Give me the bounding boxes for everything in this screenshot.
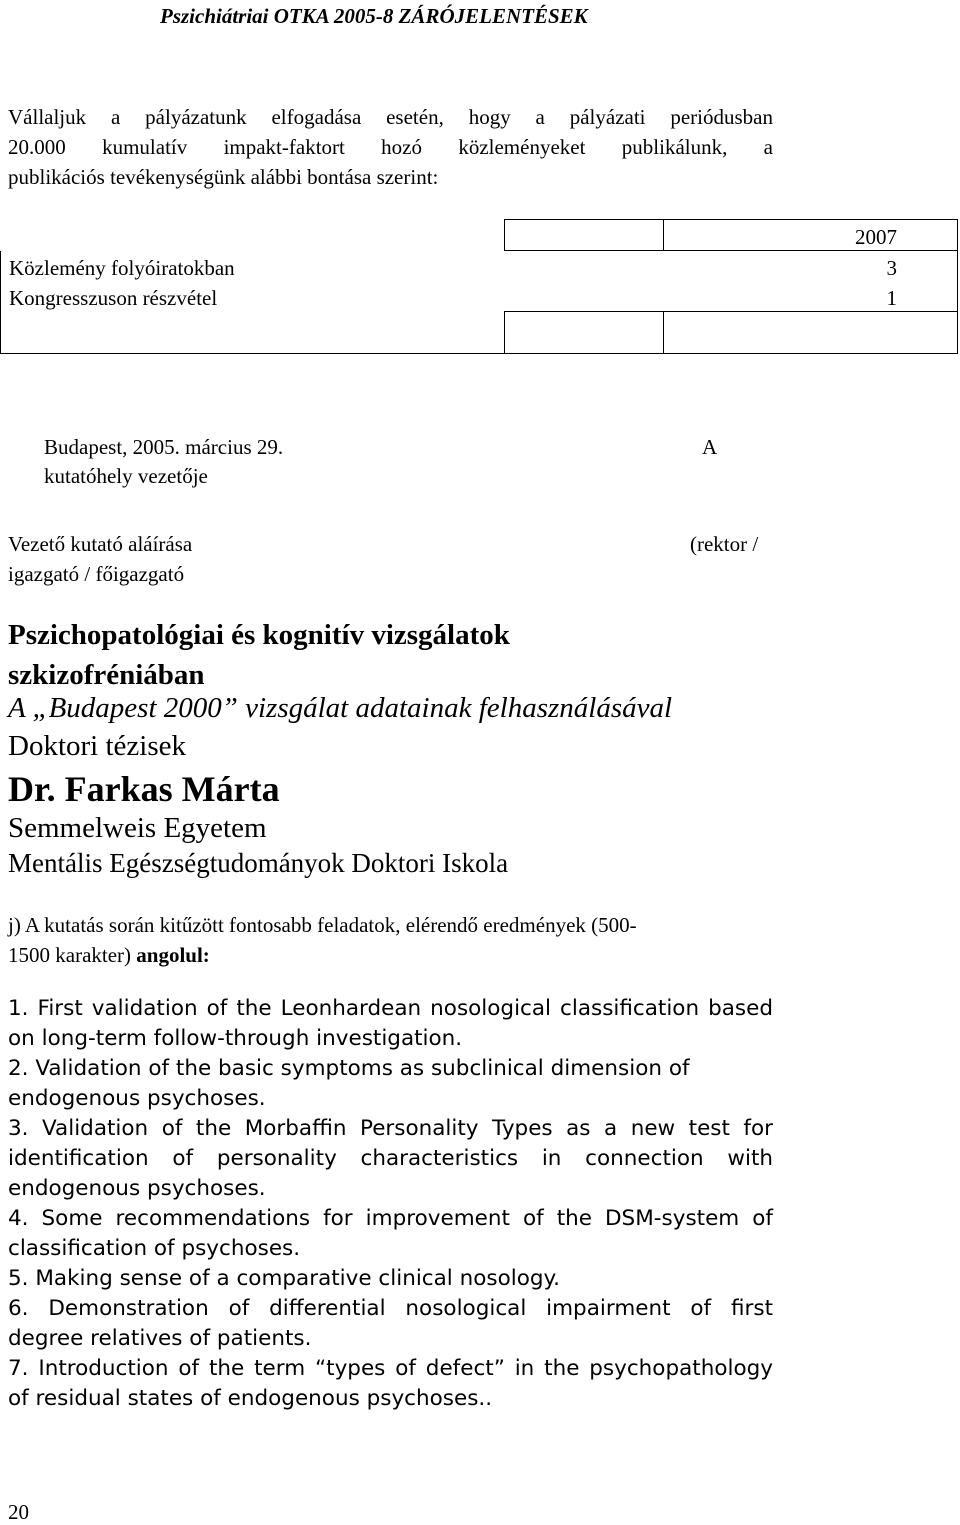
table-empty-cell — [1, 220, 505, 251]
rector-label: (rektor / — [690, 532, 759, 556]
running-header: Pszichiátriai OTKA 2005-8 ZÁRÓJELENTÉSEK — [160, 4, 588, 28]
table-row — [1, 281, 958, 312]
question-line2-bold: angolul: — [136, 943, 210, 967]
findings-line: 1. First validation of the Leonhardean nosological classification based — [8, 996, 773, 1021]
table-empty-cell — [505, 312, 664, 354]
question-line1: j) A kutatás során kitűzött fontosabb feladatok, elérendő eredmények (500- — [8, 913, 637, 937]
findings-line: on long-term follow-through investigation. — [8, 1026, 463, 1051]
institution-head-label: kutatóhely vezetője — [44, 464, 208, 488]
question-line2-text: 1500 karakter) — [8, 943, 137, 967]
section-question — [8, 910, 637, 970]
thesis-title-line1: Pszichopatológiai és kognitív vizsgálatok — [8, 619, 510, 651]
page-number: 20 — [8, 1500, 29, 1524]
intro-line: Vállaljuk a pályázatunk elfogadása esetén, hogy a pályázati periódusban — [8, 105, 773, 129]
publication-table — [0, 219, 958, 354]
findings-line: 6. Demonstration of differential nosological impairment of first — [8, 1296, 773, 1321]
findings-line: 2. Validation of the basic symptoms as subclinical dimension of — [8, 1056, 690, 1081]
doctoral-school-name: Mentális Egészségtudományok Doktori Iskola — [8, 848, 509, 878]
lead-researcher-signature-label: Vezető kutató aláírása — [8, 532, 193, 556]
findings-line: endogenous psychoses. — [8, 1176, 266, 1201]
table-row-value: 3 — [664, 251, 958, 282]
table-empty-cell — [1, 312, 505, 354]
findings-line: classification of psychoses. — [8, 1236, 301, 1261]
table-row-value: 1 — [664, 281, 958, 312]
intro-line: publikációs tevékenységünk alábbi bontása szerint: — [8, 165, 439, 189]
university-name: Semmelweis Egyetem — [8, 812, 267, 844]
findings-line: 3. Validation of the Morbaffin Personality Types as a new test for — [8, 1116, 773, 1141]
table-empty-cell — [505, 220, 664, 251]
table-empty-row — [1, 312, 958, 354]
document-type: Doktori tézisek — [8, 730, 186, 762]
thesis-title — [8, 615, 510, 695]
table-empty-cell — [664, 312, 958, 354]
table-row-label: Közlemény folyóiratokban — [1, 251, 664, 282]
signature-a-word: A — [702, 435, 718, 459]
findings-list — [8, 994, 773, 1414]
question-line2 — [8, 940, 637, 970]
findings-line: endogenous psychoses. — [8, 1086, 266, 1111]
place-date: Budapest, 2005. március 29. — [44, 435, 284, 459]
thesis-title-line2: szkizofréniában — [8, 659, 205, 691]
author-name: Dr. Farkas Márta — [8, 769, 280, 809]
intro-line: 20.000 kumulatív impakt-faktort hozó közleményeket publikálunk, a — [8, 135, 773, 159]
findings-line: 4. Some recommendations for improvement of the DSM-system of — [8, 1206, 773, 1231]
findings-line: of residual states of endogenous psychoses.. — [8, 1386, 493, 1411]
director-label: igazgató / főigazgató — [8, 562, 185, 586]
table-header-row — [1, 220, 958, 251]
table-row-label: Kongresszuson részvétel — [1, 281, 664, 312]
intro-paragraph — [8, 102, 773, 192]
findings-line: 5. Making sense of a comparative clinical nosology. — [8, 1266, 561, 1291]
findings-line: identification of personality characteristics in connection with — [8, 1146, 773, 1171]
findings-line: degree relatives of patients. — [8, 1326, 312, 1351]
findings-line: 7. Introduction of the term “types of defect” in the psychopathology — [8, 1356, 773, 1381]
table-row — [1, 251, 958, 282]
thesis-subtitle: A „Budapest 2000” vizsgálat adatainak felhasználásával — [8, 692, 673, 724]
table-year-header: 2007 — [664, 220, 958, 251]
